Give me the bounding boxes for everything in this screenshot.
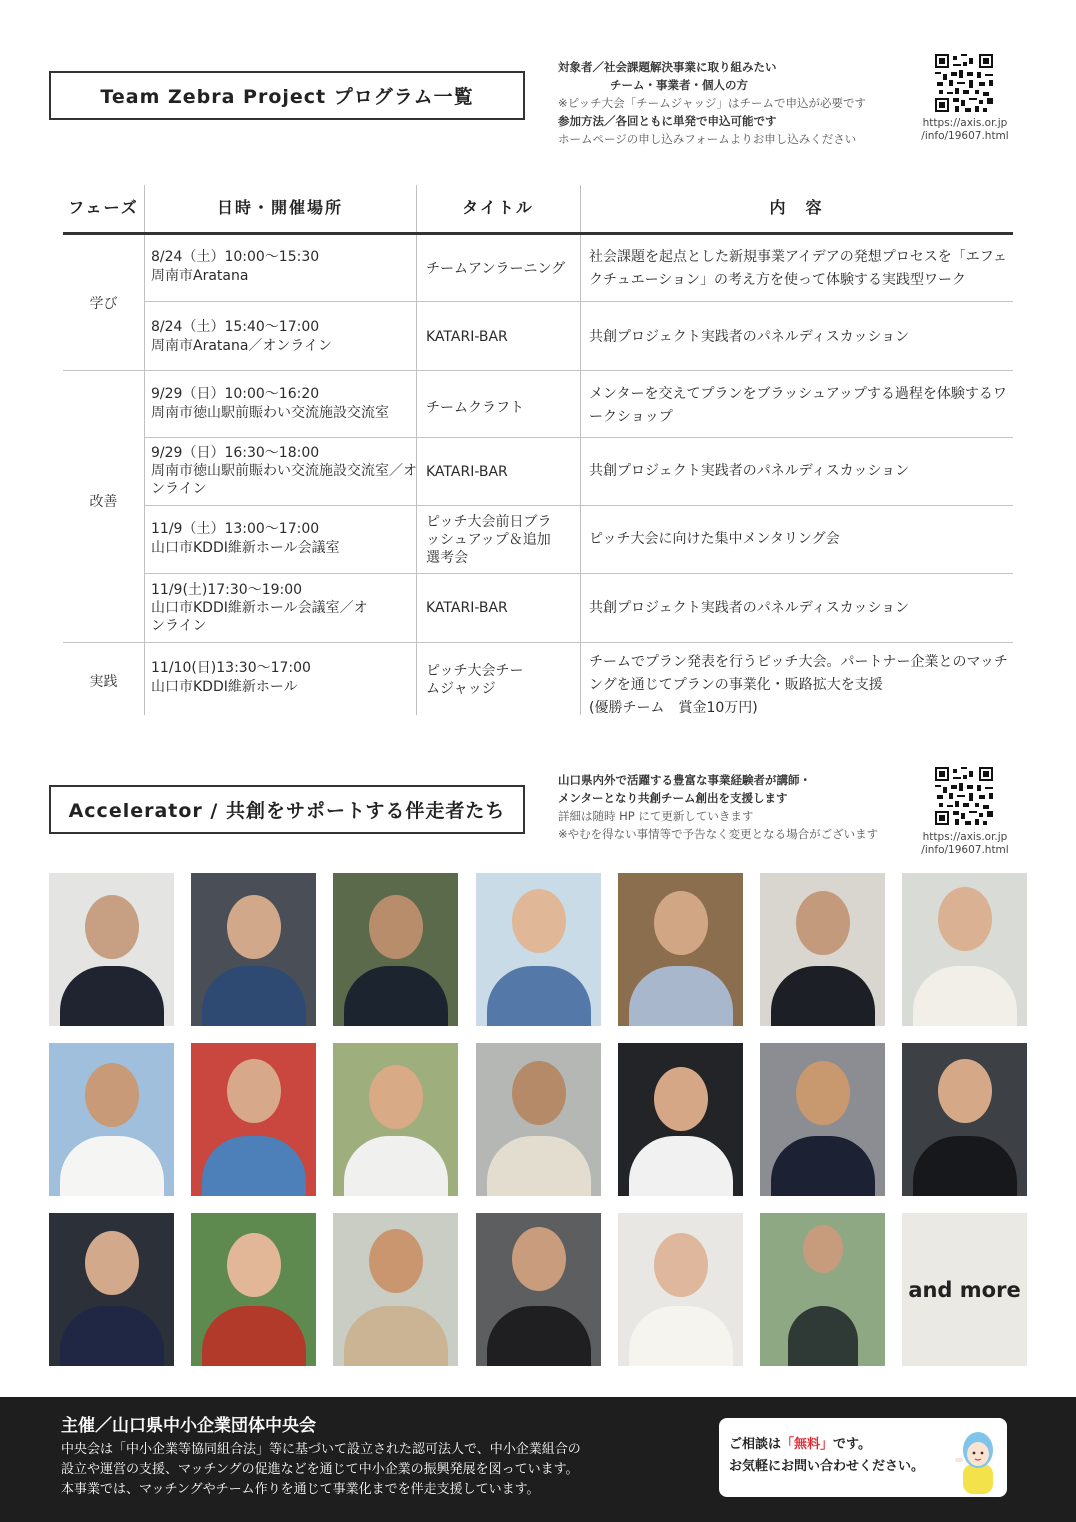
desc-line: 本事業では、マッチングやチーム作りを通じて事業化までを伴走支援しています。	[61, 1482, 540, 1497]
mentor-photo	[618, 1043, 743, 1196]
url-line2: /info/19607.html	[921, 130, 1009, 142]
url-line2: /info/19607.html	[921, 844, 1009, 856]
event-date: 9/29（日）16:30〜18:00	[151, 445, 320, 461]
consult-text	[729, 1434, 924, 1478]
mentor-photo	[618, 873, 743, 1026]
event-desc: 共創プロジェクト実践者のパネルディスカッション	[589, 329, 910, 345]
info-desc: 山口県内外で活躍する豊富な事業経験者が講師・	[558, 773, 811, 787]
event-desc: 社会課題を起点とした新規事業アイデアの発想プロセスを「エフェクチュエーション」の考え方を使って体験する実践型ワーク	[589, 249, 1008, 288]
mentor-photo	[760, 1213, 885, 1366]
event-title: KATARI-BAR	[426, 464, 508, 480]
event-place: 山口市KDDI維新ホール	[151, 679, 298, 695]
row-divider	[144, 437, 1013, 438]
accelerator-info	[558, 771, 908, 843]
phase-divider	[63, 642, 1013, 643]
header-rule	[63, 232, 1013, 235]
event-title: KATARI-BAR	[426, 600, 508, 616]
event-place: 周南市Aratana	[151, 268, 249, 284]
phase-improve: 改善	[89, 494, 118, 510]
accelerator-title: Accelerator / 共創をサポートする伴走者たち	[49, 785, 525, 834]
header-phase: フェーズ	[68, 197, 139, 217]
header-content: 内 容	[769, 197, 824, 217]
event-date: 11/10(日)13:30〜17:00	[151, 660, 311, 676]
event-title: ピッチ大会チームジャッジ	[426, 663, 524, 697]
mentor-photo	[49, 873, 174, 1026]
event-date: 9/29（日）10:00〜16:20	[151, 386, 320, 402]
event-date: 8/24（土）15:40〜17:00	[151, 319, 320, 335]
mentor-photo-grid	[49, 873, 1027, 1367]
table-row-datetime	[151, 248, 419, 286]
header-title: タイトル	[462, 197, 534, 217]
table-row-datetime	[151, 318, 419, 356]
qr-code-icon[interactable]	[935, 767, 993, 825]
mentor-photo	[618, 1213, 743, 1366]
qr-code-icon[interactable]	[935, 54, 993, 112]
mentor-photo	[333, 873, 458, 1026]
info-target: 対象者／社会課題解決事業に取り組みたい	[558, 60, 777, 74]
mentor-photo	[476, 1213, 601, 1366]
event-date: 11/9(土)17:30〜19:00	[151, 582, 303, 598]
event-desc: 共創プロジェクト実践者のパネルディスカッション	[589, 600, 910, 616]
mentor-photo	[760, 1043, 885, 1196]
phase-divider	[63, 370, 1013, 371]
event-desc: メンターを交えてプランをブラッシュアップする過程を体験するワークショップ	[589, 386, 1007, 425]
event-desc: ピッチ大会に向けた集中メンタリング会	[589, 531, 840, 547]
event-title: KATARI-BAR	[426, 329, 508, 345]
row-divider	[144, 301, 1013, 302]
mentor-photo	[333, 1213, 458, 1366]
mentor-photo	[476, 873, 601, 1026]
info-target-cont: チーム・事業者・個人の方	[610, 78, 748, 92]
accelerator-url[interactable]	[919, 831, 1011, 857]
mentor-photo	[49, 1213, 174, 1366]
table-row-datetime	[151, 581, 381, 635]
phase-learn: 学び	[89, 296, 118, 312]
table-row-datetime	[151, 520, 419, 558]
event-place: 山口市KDDI維新ホール会議室／オンライン	[151, 600, 368, 634]
info-note: ※やむを得ない事情等で予告なく変更となる場合がございます	[558, 827, 879, 841]
mentor-photo	[191, 1043, 316, 1196]
event-place: 周南市徳山駅前賑わい交流施設交流室／オンライン	[151, 463, 417, 497]
organizer: 主催／山口県中小企業団体中央会	[61, 1416, 316, 1436]
row-divider	[144, 505, 1013, 506]
table-row-datetime	[151, 659, 419, 697]
phase-practice: 実践	[89, 674, 118, 690]
url-line1: https://axis.or.jp	[922, 831, 1008, 843]
event-desc-block	[589, 651, 1013, 720]
divider	[144, 185, 145, 715]
event-title: チームアンラーニング	[426, 261, 566, 277]
mentor-photo	[476, 1043, 601, 1196]
event-title: ピッチ大会前日ブラッシュアップ＆追加選考会	[426, 514, 552, 566]
info-method: 参加方法／各回ともに単発で申込可能です	[558, 114, 777, 128]
mentor-photo	[191, 1213, 316, 1366]
desc-line: 中央会は「中小企業等協同組合法」等に基づいて設立された認可法人で、中小企業組合の	[61, 1442, 581, 1457]
mascot-icon	[955, 1424, 1003, 1494]
program-info	[558, 58, 908, 148]
mentor-photo	[902, 1043, 1027, 1196]
event-prize: (優勝チーム 賞金10万円)	[589, 700, 758, 716]
consult-box[interactable]	[719, 1418, 1007, 1497]
info-update: 詳細は随時 HP にて更新していきます	[558, 809, 754, 823]
event-date: 11/9（土）13:00〜17:00	[151, 521, 320, 537]
footer	[0, 1397, 1076, 1522]
event-date: 8/24（土）10:00〜15:30	[151, 249, 320, 265]
organizer-desc	[61, 1440, 701, 1500]
mentor-photo	[902, 873, 1027, 1026]
event-place: 山口市KDDI維新ホール会議室	[151, 540, 340, 556]
and-more-tile	[902, 1213, 1027, 1366]
table-row-datetime	[151, 385, 419, 423]
table-row-datetime	[151, 444, 419, 498]
mentor-photo	[333, 1043, 458, 1196]
and-more-label: and more	[908, 1277, 1021, 1302]
event-place: 周南市Aratana／オンライン	[151, 338, 333, 354]
event-title: チームクラフト	[426, 400, 524, 416]
info-apply: ホームページの申し込みフォームよりお申し込みください	[558, 132, 857, 146]
desc-line: 設立や運営の支援、マッチングの促進などを通じて中小企業の振興発展を図っています。	[61, 1462, 579, 1477]
header-datetime: 日時・開催場所	[216, 197, 343, 217]
url-line1: https://axis.or.jp	[922, 117, 1008, 129]
mentor-photo	[191, 873, 316, 1026]
consult-post: です。	[833, 1437, 871, 1452]
program-url[interactable]	[919, 117, 1011, 143]
consult-pre: ご相談は	[729, 1437, 782, 1452]
program-title: Team Zebra Project プログラム一覧	[49, 71, 525, 120]
info-note: ※ピッチ大会「チームジャッジ」はチームで申込が必要です	[558, 96, 866, 110]
event-desc: 共創プロジェクト実践者のパネルディスカッション	[589, 463, 910, 479]
event-place: 周南市徳山駅前賑わい交流施設交流室	[151, 405, 389, 421]
row-divider	[144, 573, 1013, 574]
mentor-photo	[49, 1043, 174, 1196]
consult-free: 「無料」	[781, 1437, 834, 1452]
consult-line2: お気軽にお問い合わせください。	[729, 1459, 925, 1474]
mentor-photo	[760, 873, 885, 1026]
info-desc-cont: メンターとなり共創チーム創出を支援します	[558, 791, 788, 805]
event-desc: チームでプラン発表を行うピッチ大会。パートナー企業とのマッチングを通じてプランの事業化・販路拡大を支援	[589, 654, 1008, 693]
